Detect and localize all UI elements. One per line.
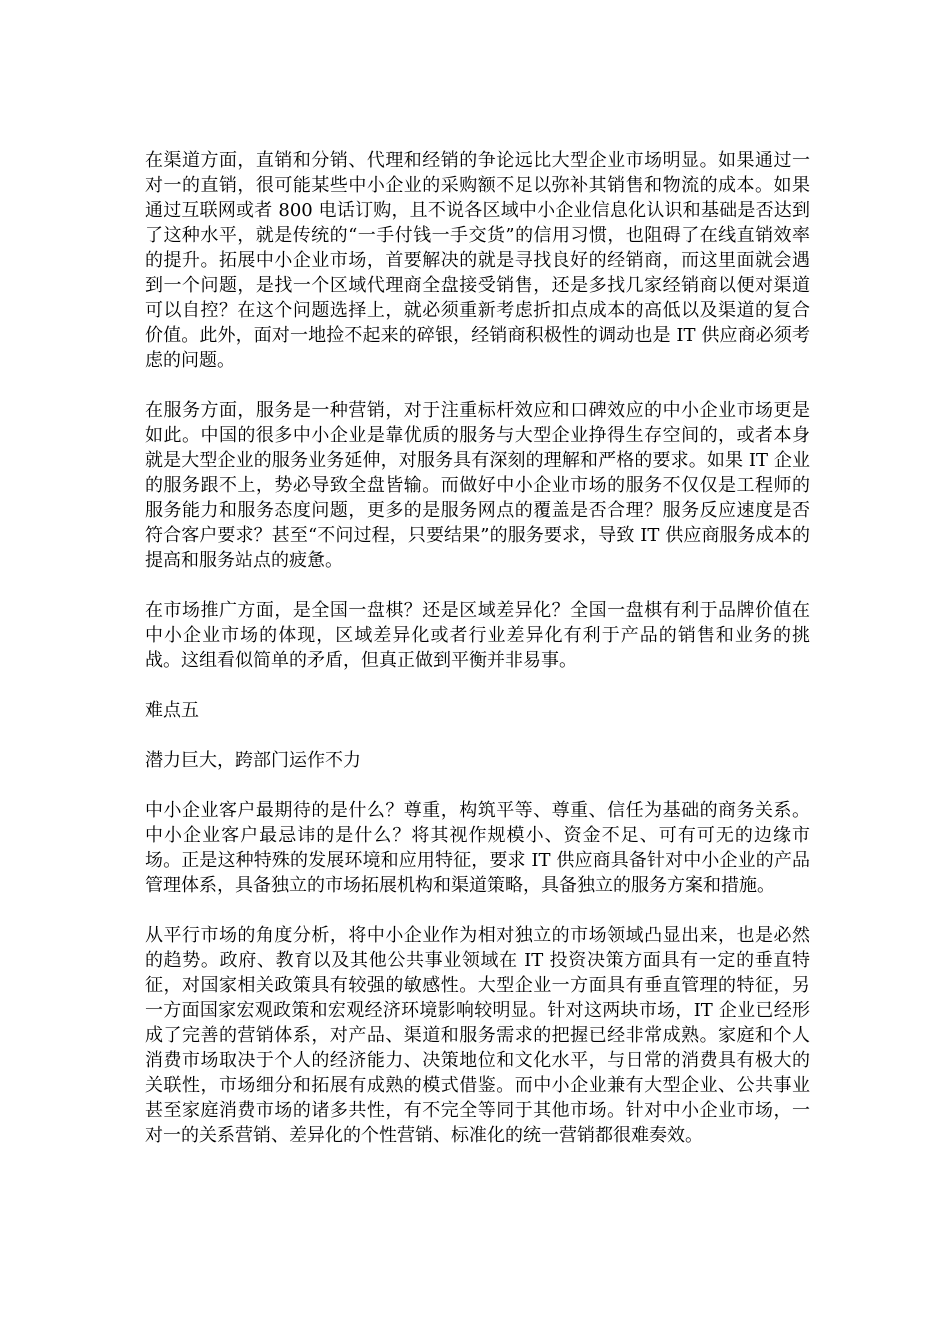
paragraph-channels: 在渠道方面，直销和分销、代理和经销的争论远比大型企业市场明显。如果通过一对一的直销，很可能某些中小企业的采购额不足以弥补其销售和物流的成本。如果通过互联网或者 800 电话订购，且不说各区域中小企业信息化认识和基础是否达到了这种水平，就是传统的“一手付钱一手交货”的信用习惯，也阻碍了在线直销效率的提升。拓展中小企业市场，首要解决的就是寻找良好的经销商，而这里面就会遇到一个问题，是找一个区域代理商全盘接受销售，还是多找几家经销商以便对渠道可以自控？在这个问题选择上，就必须重新考虑折扣点成本的高低以及渠道的复合价值。此外，面对一地捡不起来的碎银，经销商积极性的调动也是 IT 供应商必须考虑的问题。: [145, 150, 810, 371]
paragraph-marketing: 在市场推广方面，是全国一盘棋？还是区域差异化？全国一盘棋有利于品牌价值在中小企业市场的体现，区域差异化或者行业差异化有利于产品的销售和业务的挑战。这组看似简单的矛盾，但真正做到平衡并非易事。: [145, 600, 810, 671]
paragraph-service: 在服务方面，服务是一种营销，对于注重标杆效应和口碑效应的中小企业市场更是如此。中国的很多中小企业是靠优质的服务与大型企业挣得生存空间的，或者本身就是大型企业的服务业务延伸，对服务具有深刻的理解和严格的要求。如果 IT 企业的服务跟不上，势必导致全盘皆输。而做好中小企业市场的服务不仅仅是工程师的服务能力和服务态度问题，更多的是服务网点的覆盖是否合理？服务反应速度是否符合客户要求？甚至“不问过程，只要结果”的服务要求，导致 IT 供应商服务成本的提高和服务站点的疲惫。: [145, 400, 810, 571]
section-subheading: 潜力巨大，跨部门运作不力: [145, 750, 361, 771]
paragraph-parallel-markets: 从平行市场的角度分析，将中小企业作为相对独立的市场领域凸显出来，也是必然的趋势。政府、教育以及其他公共事业领域在 IT 投资决策方面具有一定的垂直特征，对国家相关政策具有较强的敏感性。大型企业一方面具有垂直管理的特征，另一方面国家宏观政策和宏观经济环境影响较明显。针对这两块市场，IT 企业已经形成了完善的营销体系，对产品、渠道和服务需求的把握已经非常成熟。家庭和个人消费市场取决于个人的经济能力、决策地位和文化水平，与日常的消费具有极大的关联性，市场细分和拓展有成熟的模式借鉴。而中小企业兼有大型企业、公共事业甚至家庭消费市场的诸多共性，有不完全等同于其他市场。针对中小企业市场，一对一的关系营销、差异化的个性营销、标准化的统一营销都很难奏效。: [145, 925, 810, 1146]
section-heading: 难点五: [145, 700, 199, 721]
document-body: [145, 148, 810, 1173]
paragraph-customer-expectations: 中小企业客户最期待的是什么？尊重，构筑平等、尊重、信任为基础的商务关系。中小企业客户最忌讳的是什么？将其视作规模小、资金不足、可有可无的边缘市场。正是这种特殊的发展环境和应用特征，要求 IT 供应商具备针对中小企业的产品管理体系，具备独立的市场拓展机构和渠道策略，具备独立的服务方案和措施。: [145, 800, 810, 896]
